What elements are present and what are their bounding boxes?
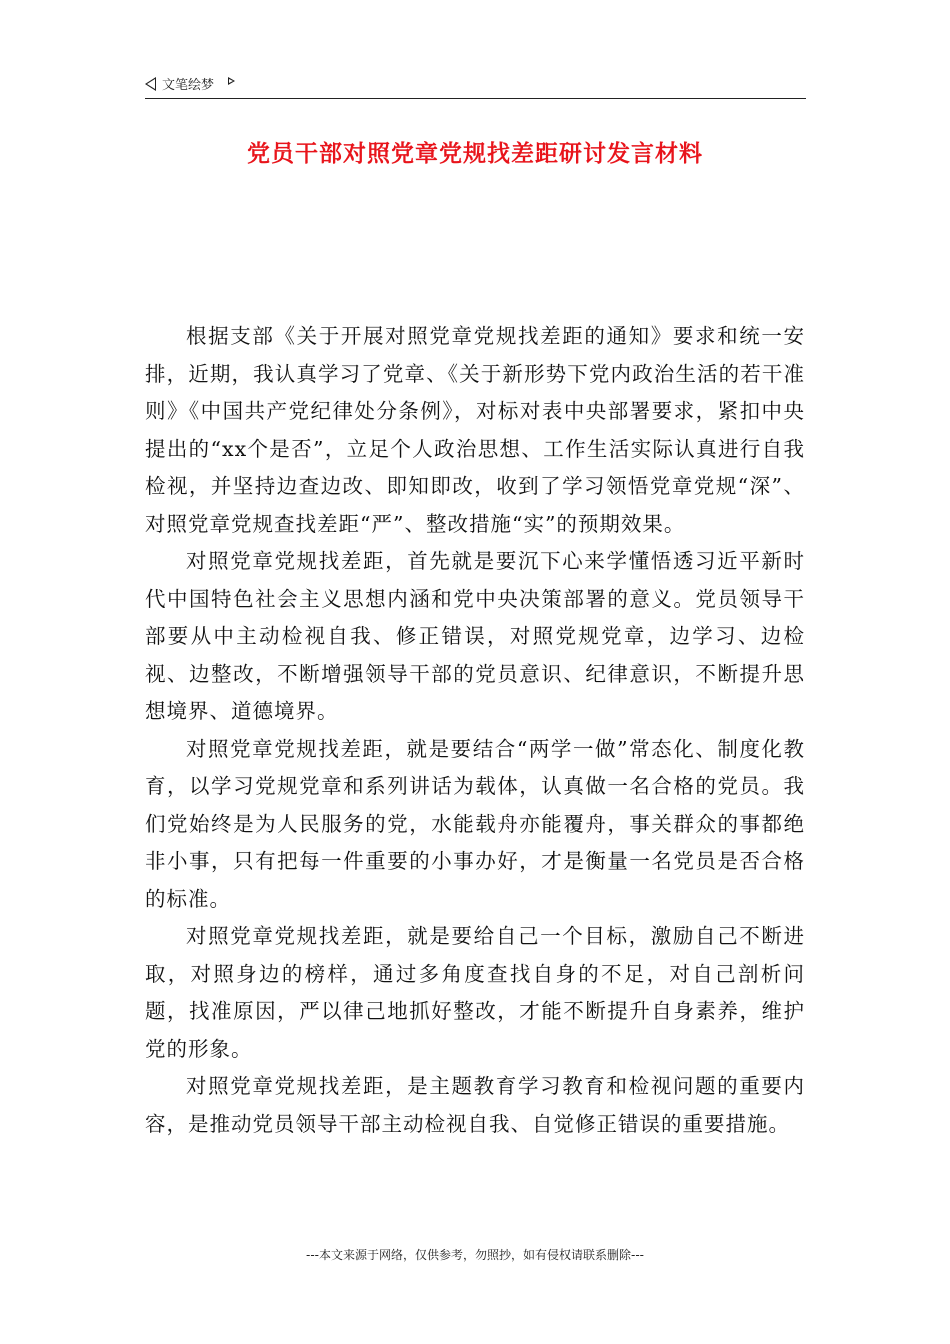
paragraph: 对照党章党规找差距，首先就是要沉下心来学懂悟透习近平新时代中国特色社会主义思想内涵和党中央决策部署的意义。党员领导干部要从中主动检视自我、修正错误，对照党规党章，边学习、边检视、边整改，不断增强领导干部的党员意识、纪律意识，不断提升思想境界、道德境界。 bbox=[145, 549, 805, 723]
page-header bbox=[145, 74, 806, 99]
document-body bbox=[145, 318, 805, 1143]
paragraph: 对照党章党规找差距，是主题教育学习教育和检视问题的重要内容，是推动党员领导干部主动检视自我、自觉修正错误的重要措施。 bbox=[145, 1074, 805, 1136]
triangle-right-icon bbox=[228, 77, 235, 85]
paragraph: 对照党章党规找差距，就是要给自己一个目标，激励自己不断进取，对照身边的榜样，通过多角度查找自身的不足，对自己剖析问题，找准原因，严以律己地抓好整改，才能不断提升自身素养，维护党的形象。 bbox=[145, 924, 805, 1061]
header-brand: 文笔绘梦 bbox=[162, 78, 215, 93]
header-brand-group bbox=[145, 74, 235, 93]
paragraph: 对照党章党规找差距，就是要结合“两学一做”常态化、制度化教育，以学习党规党章和系列讲话为载体，认真做一名合格的党员。我们党始终是为人民服务的党，水能载舟亦能覆舟，事关群众的事都绝非小事，只有把每一件重要的小事办好，才是衡量一名党员是否合格的标准。 bbox=[145, 736, 805, 911]
document-title: 党员干部对照党章党规找差距研讨发言材料 bbox=[247, 141, 703, 167]
footer-notice: ---本文来源于网络，仅供参考，勿照抄，如有侵权请联系删除--- bbox=[306, 1248, 644, 1262]
paragraph: 根据支部《关于开展对照党章党规找差距的通知》要求和统一安排，近期，我认真学习了党章、《关于新形势下党内政治生活的若干准则》《中国共产党纪律处分条例》，对标对表中央部署要求，紧扣中央提出的“xx个是否”，立足个人政治思想、工作生活实际认真进行自我检视，并坚持边查边改、即知即改，收到了学习领悟党章党规“深”、对照党章党规查找差距“严”、整改措施“实”的预期效果。 bbox=[145, 324, 805, 536]
triangle-left-icon bbox=[145, 77, 156, 91]
